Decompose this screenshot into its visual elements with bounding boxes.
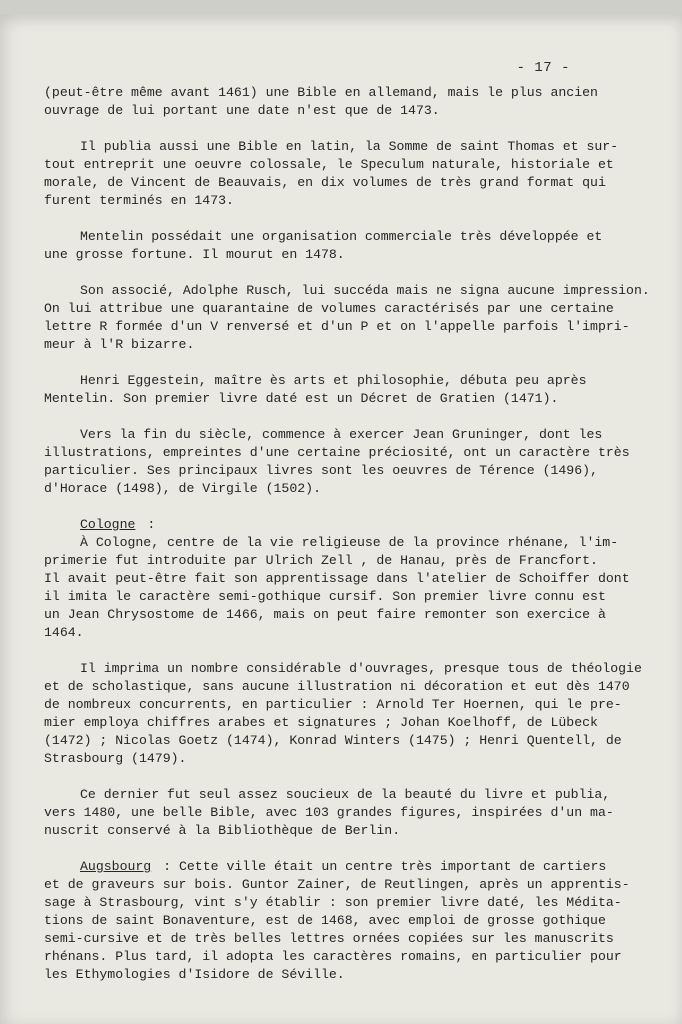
paragraph xyxy=(44,84,662,120)
text-line: 1464. xyxy=(44,625,84,640)
text-line: Cette ville était un centre très important de cartiers xyxy=(178,859,607,874)
section-heading-line xyxy=(44,516,662,534)
paragraph xyxy=(44,426,662,498)
text-line: Mentelin. Son premier livre daté est un Décret de Gratien (1471). xyxy=(44,391,559,406)
text-line: Mentelin possédait une organisation commerciale très développée et xyxy=(80,229,603,244)
text-line: les Ethymologies d'Isidore de Séville. xyxy=(44,967,345,982)
text-line: mier employa chiffres arabes et signatures ; Johan Koelhoff, de Lübeck xyxy=(44,715,598,730)
section-heading: Augsbourg xyxy=(80,859,152,874)
paragraph xyxy=(44,660,662,768)
heading-suffix: : xyxy=(155,859,172,874)
page-number: - 17 - xyxy=(516,60,570,76)
text-line: vers 1480, une belle Bible, avec 103 grandes figures, inspirées d'un ma- xyxy=(44,805,614,820)
text-line: lettre R formée d'un V renversé et d'un P et on l'appelle parfois l'impri- xyxy=(44,319,630,334)
text-line: tout entreprit une oeuvre colossale, le Speculum naturale, historiale et xyxy=(44,157,614,172)
text-line: Strasbourg (1479). xyxy=(44,751,187,766)
text-line: semi-cursive et de très belles lettres ornées copiées sur les manuscrits xyxy=(44,931,614,946)
text-line: À Cologne, centre de la vie religieuse de la province rhénane, l'im- xyxy=(80,535,619,550)
text-line: il imita le caractère semi-gothique cursif. Son premier livre connu est xyxy=(44,589,606,604)
paragraph xyxy=(44,372,662,408)
section-augsbourg xyxy=(44,858,662,984)
paragraph xyxy=(44,228,662,264)
text-line: Vers la fin du siècle, commence à exercer Jean Gruninger, dont les xyxy=(80,427,603,442)
text-line: Henri Eggestein, maître ès arts et philosophie, débuta peu après xyxy=(80,373,587,388)
text-line: Il imprima un nombre considérable d'ouvrages, presque tous de théologie xyxy=(80,661,642,676)
text-line: rhénans. Plus tard, il adopta les caractères romains, en particulier pour xyxy=(44,949,622,964)
section-heading-line xyxy=(44,858,662,876)
text-line: particulier. Ses principaux livres sont les oeuvres de Térence (1496), xyxy=(44,463,598,478)
text-line: furent terminés en 1473. xyxy=(44,193,234,208)
text-line: morale, de Vincent de Beauvais, en dix volumes de très grand format qui xyxy=(44,175,606,190)
text-line: et de scholastique, sans aucune illustration ni décoration et eut dès 1470 xyxy=(44,679,630,694)
text-line: meur à l'R bizarre. xyxy=(44,337,195,352)
text-line: et de graveurs sur bois. Guntor Zainer, de Reutlingen, après un apprentis- xyxy=(44,877,630,892)
text-line: de nombreux concurrents, en particulier : Arnold Ter Hoernen, qui le pre- xyxy=(44,697,622,712)
text-line: On lui attribue une quarantaine de volumes caractérisés par une certaine xyxy=(44,301,614,316)
text-line: (1472) ; Nicolas Goetz (1474), Konrad Winters (1475) ; Henri Quentell, de xyxy=(44,733,622,748)
paragraph xyxy=(44,138,662,210)
heading-suffix: : xyxy=(139,517,156,532)
section-cologne xyxy=(44,516,662,642)
text-line: d'Horace (1498), de Virgile (1502). xyxy=(44,481,321,496)
text-line: ouvrage de lui portant une date n'est que de 1473. xyxy=(44,103,440,118)
document-body xyxy=(44,84,662,1002)
text-line: primerie fut introduite par Ulrich Zell , de Hanau, près de Francfort. xyxy=(44,553,598,568)
text-line: une grosse fortune. Il mourut en 1478. xyxy=(44,247,345,262)
text-line: tions de saint Bonaventure, est de 1468, avec emploi de grosse gothique xyxy=(44,913,606,928)
text-line: (peut-être même avant 1461) une Bible en allemand, mais le plus ancien xyxy=(44,85,598,100)
paragraph xyxy=(44,786,662,840)
text-line: sage à Strasbourg, vint s'y établir : son premier livre daté, les Médita- xyxy=(44,895,622,910)
text-line: Il avait peut-être fait son apprentissage dans l'atelier de Schoiffer dont xyxy=(44,571,630,586)
document-page xyxy=(0,14,682,1024)
text-line: Il publia aussi une Bible en latin, la Somme de saint Thomas et sur- xyxy=(80,139,619,154)
text-line: Son associé, Adolphe Rusch, lui succéda mais ne signa aucune impression. xyxy=(80,283,650,298)
text-line: nuscrit conservé à la Bibliothèque de Berlin. xyxy=(44,823,401,838)
section-heading: Cologne xyxy=(80,517,136,532)
paragraph xyxy=(44,282,662,354)
text-line: un Jean Chrysostome de 1466, mais on peut faire remonter son exercice à xyxy=(44,607,606,622)
text-line: Ce dernier fut seul assez soucieux de la beauté du livre et publia, xyxy=(80,787,611,802)
text-line: illustrations, empreintes d'une certaine préciosité, ont un caractère très xyxy=(44,445,630,460)
